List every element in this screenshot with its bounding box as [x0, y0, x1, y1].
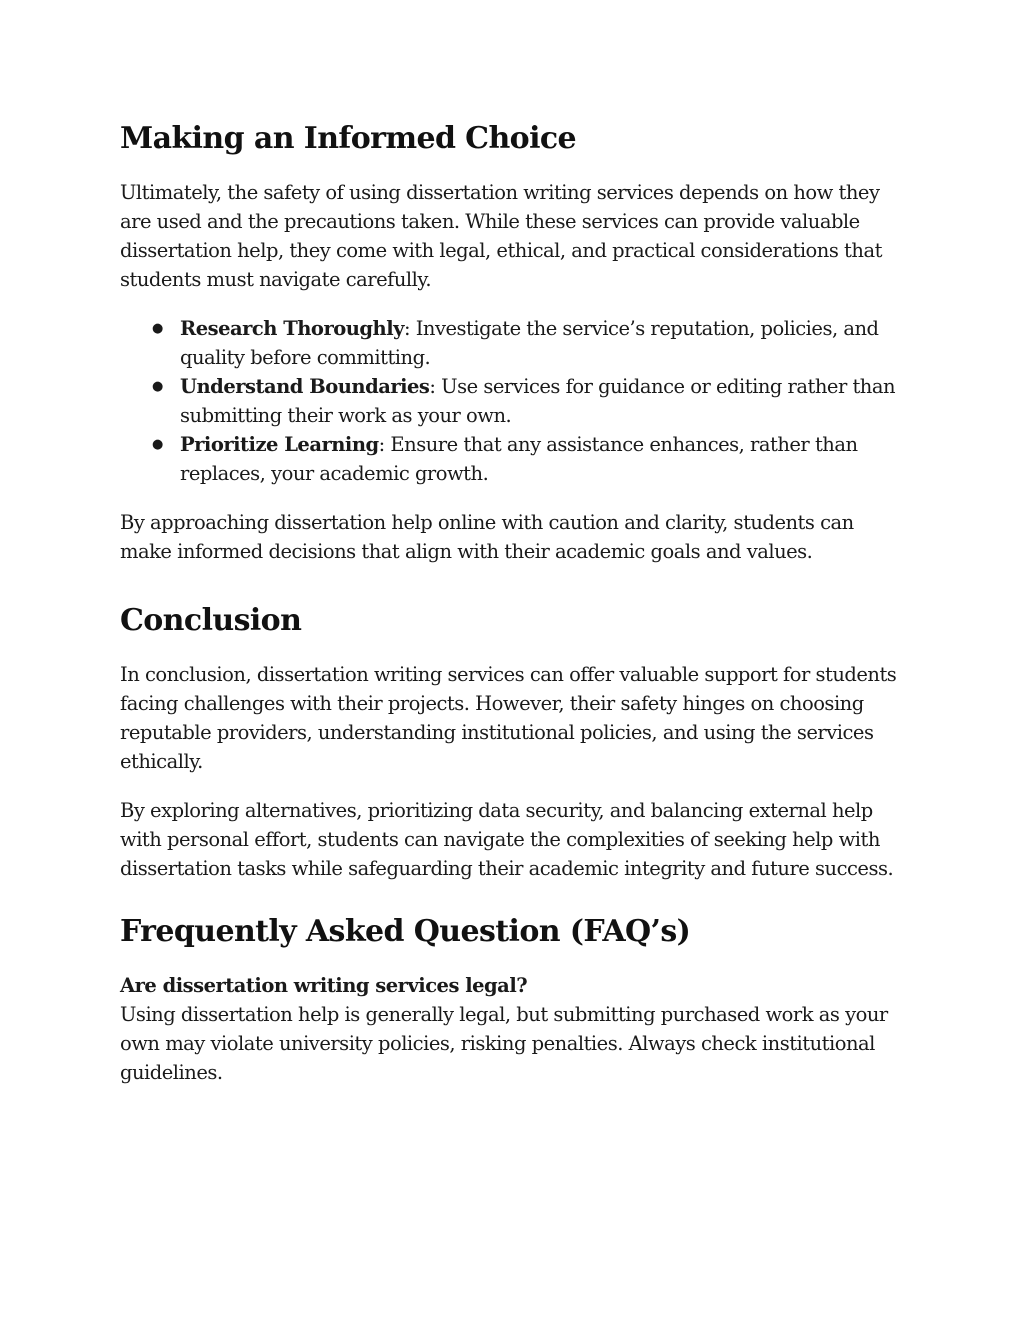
section-heading-conclusion: Conclusion: [120, 603, 302, 638]
bullet-text: : Ensure that any assistance enhances, rather than replaces, your academic growth.: [180, 433, 858, 485]
paragraph-informed-intro: Ultimately, the safety of using dissertation writing services depends on how they are used and the precautions taken. While these services can provide valuable dissertation help, they come with legal, ethical, and practical considerations that students must navigate carefully.: [120, 181, 882, 291]
section-heading-faq: Frequently Asked Question (FAQ’s): [120, 914, 691, 949]
list-item: [120, 430, 905, 488]
document-page: [120, 112, 905, 1107]
faq-item: [120, 971, 905, 1087]
bullet-term: Prioritize Learning: [180, 433, 379, 456]
bullet-icon: ●: [152, 379, 163, 394]
bullet-text: : Use services for guidance or editing rather than submitting their work as your own.: [180, 375, 896, 427]
faq-question: Are dissertation writing services legal?: [120, 974, 528, 997]
list-item: [120, 372, 905, 430]
faq-answer: Using dissertation help is generally legal, but submitting purchased work as your own may violate university policies, risking penalties. Always check institutional guidelines.: [120, 1003, 888, 1084]
paragraph-conclusion-1: In conclusion, dissertation writing services can offer valuable support for students facing challenges with their projects. However, their safety hinges on choosing reputable providers, understanding institutional policies, and using the services ethically.: [120, 663, 897, 773]
bullet-term: Research Thoroughly: [180, 317, 404, 340]
paragraph-conclusion-2: By exploring alternatives, prioritizing data security, and balancing external help with personal effort, students can navigate the complexities of seeking help with dissertation tasks while safeguarding their academic integrity and future success.: [120, 799, 894, 880]
bullet-term: Understand Boundaries: [180, 375, 430, 398]
section-heading-informed-choice: Making an Informed Choice: [120, 121, 577, 156]
bullet-list: [120, 314, 905, 488]
list-item: [120, 314, 905, 372]
bullet-icon: ●: [152, 321, 163, 336]
bullet-text: : Investigate the service’s reputation, policies, and quality before committing.: [180, 317, 879, 369]
bullet-icon: ●: [152, 437, 163, 452]
paragraph-informed-closing: By approaching dissertation help online with caution and clarity, students can make informed decisions that align with their academic goals and values.: [120, 511, 854, 563]
